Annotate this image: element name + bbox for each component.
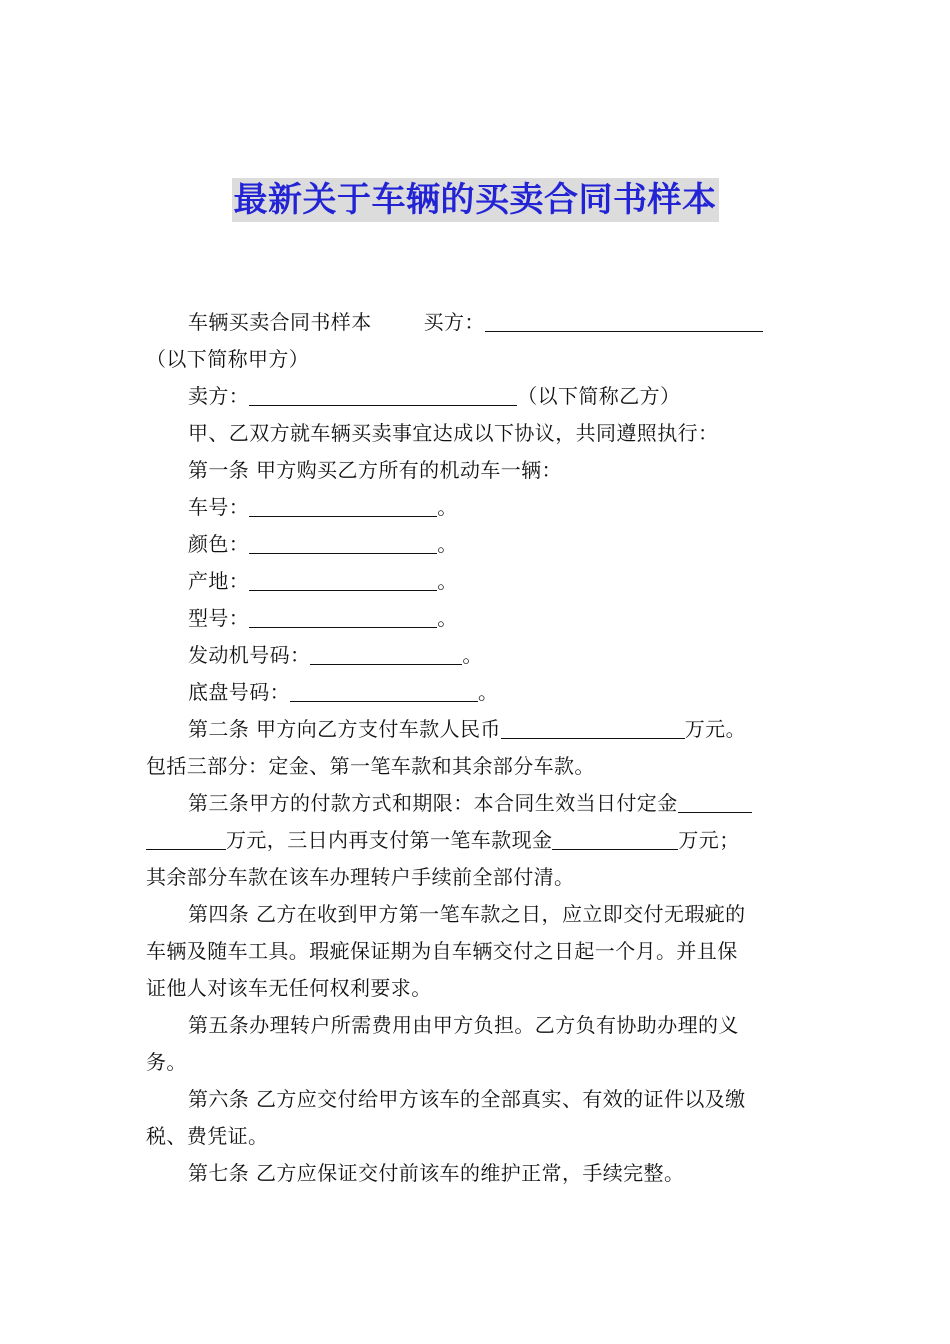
field-model [146,600,808,637]
field-color [146,526,808,563]
article-6-line-1: 第六条 乙方应交付给甲方该车的全部真实、有效的证件以及缴 [188,1087,746,1111]
article-3-unit: 万元； [678,828,740,852]
article-2 [146,711,808,748]
end-mark: 。 [437,532,458,556]
article-7-line-1: 第七条 乙方应保证交付前该车的维护正常，手续完整。 [188,1161,685,1185]
buyer-label: 买方： [423,310,485,334]
field-label: 发动机号码： [188,643,311,667]
article-6-line-2: 税、费凭证。 [146,1124,269,1148]
field-origin [146,563,808,600]
end-mark: 。 [437,495,458,519]
deposit-blank [678,790,752,813]
field-blank [249,568,437,591]
field-label: 颜色： [188,532,250,556]
contract-heading: 车辆买卖合同书样本 [188,310,372,334]
intro-line [146,304,808,341]
field-blank [290,679,478,702]
article-5-line-2: 务。 [146,1050,187,1074]
seller-blank [249,383,517,406]
end-mark: 。 [478,680,499,704]
end-mark: 。 [437,569,458,593]
field-label: 型号： [188,606,250,630]
field-label: 底盘号码： [188,680,290,704]
field-blank [310,642,462,665]
field-chassis-number [146,674,808,711]
seller-label: 卖方： [188,384,250,408]
article-2-prefix: 第二条 甲方向乙方支付车款人民币 [188,717,501,741]
article-4-line-3: 证他人对该车无任何权利要求。 [146,976,432,1000]
field-blank [249,605,437,628]
article-2-unit: 万元。 [684,717,746,741]
field-blank [249,494,437,517]
article-3-line-2 [146,822,808,859]
field-plate-number [146,489,808,526]
contract-body [146,304,808,1192]
document-title-text: 最新关于车辆的买卖合同书样本 [233,180,717,220]
end-mark: 。 [462,643,483,667]
document-title [0,178,950,222]
article-4-line-2: 车辆及随车工具。瑕疵保证期为自车辆交付之日起一个月。并且保 [146,939,738,963]
first-payment-blank [552,827,678,850]
seller-line [146,378,808,415]
buyer-note: （以下简称甲方） [146,347,310,371]
article-3-middle: 万元，三日内再支付第一笔车款现金 [226,828,553,852]
end-mark: 。 [437,606,458,630]
article-1: 第一条 甲方购买乙方所有的机动车一辆： [188,458,562,482]
article-3-prefix: 第三条甲方的付款方式和期限：本合同生效当日付定金 [188,791,678,815]
deposit-blank-cont [146,827,226,850]
seller-note: （以下简称乙方） [517,384,681,408]
agreement-line: 甲、乙双方就车辆买卖事宜达成以下协议，共同遵照执行： [188,421,719,445]
field-label: 车号： [188,495,250,519]
article-2-continuation: 包括三部分：定金、第一笔车款和其余部分车款。 [146,754,595,778]
article-5-line-1: 第五条办理转户所需费用由甲方负担。乙方负有协助办理的义 [188,1013,739,1037]
price-blank [501,716,685,739]
field-label: 产地： [188,569,250,593]
article-3-continuation: 其余部分车款在该车办理转户手续前全部付清。 [146,865,575,889]
field-blank [249,531,437,554]
article-3 [146,785,808,822]
article-4-line-1: 第四条 乙方在收到甲方第一笔车款之日，应立即交付无瑕疵的 [188,902,746,926]
field-engine-number [146,637,808,674]
buyer-blank [485,309,763,332]
